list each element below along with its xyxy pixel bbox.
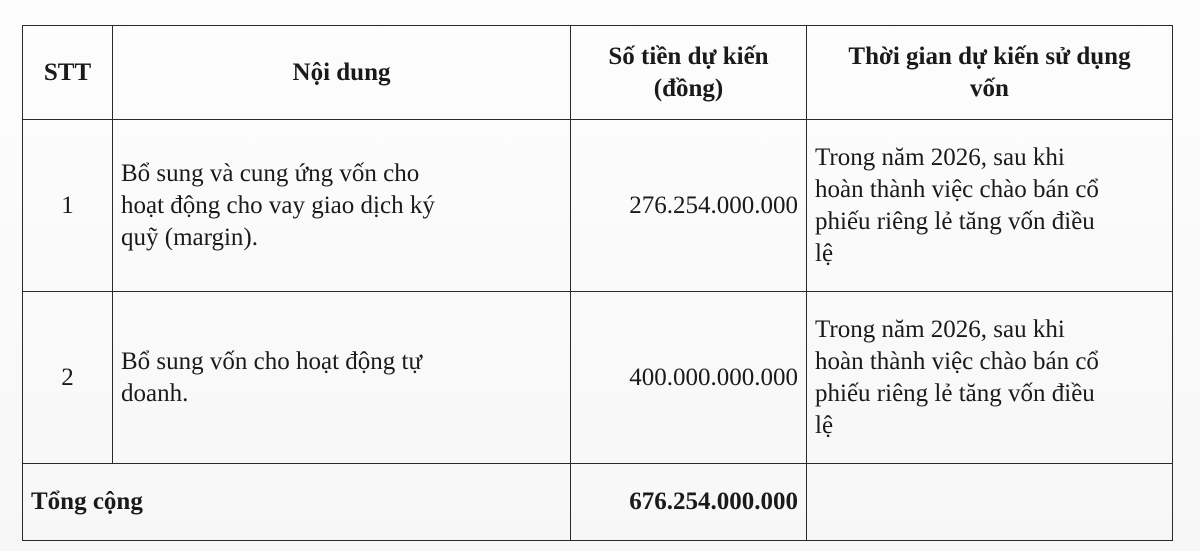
header-content: Nội dung (113, 26, 571, 120)
row-amount: 276.254.000.000 (571, 120, 807, 292)
row-time (807, 120, 1173, 292)
table-row (23, 292, 1173, 464)
row-content-line: quỹ (margin). (121, 223, 259, 251)
row-time-line: phiếu riêng lẻ tăng vốn điều (815, 379, 1095, 407)
total-time (807, 464, 1173, 541)
header-time (807, 26, 1173, 120)
row-content (113, 120, 571, 292)
row-time-line: lệ (815, 411, 834, 439)
header-time-line-1: Thời gian dự kiến sử dụng (848, 42, 1131, 70)
row-content-line: doanh. (121, 379, 189, 407)
row-time-line: lệ (815, 239, 834, 267)
capital-usage-table (22, 25, 1173, 541)
row-time-line: hoàn thành việc chào bán cổ (815, 175, 1099, 203)
table-total-row (23, 464, 1173, 541)
total-amount: 676.254.000.000 (571, 464, 807, 541)
header-time-line-2: vốn (970, 74, 1009, 102)
header-amount-line-2: (đồng) (653, 74, 724, 102)
row-time-line: Trong năm 2026, sau khi (815, 143, 1065, 171)
row-time-line: Trong năm 2026, sau khi (815, 315, 1065, 343)
row-time-line: phiếu riêng lẻ tăng vốn điều (815, 207, 1095, 235)
row-content-line: Bổ sung và cung ứng vốn cho (121, 159, 420, 187)
row-content-line: Bổ sung vốn cho hoạt động tự (121, 347, 423, 375)
header-amount (571, 26, 807, 120)
header-stt: STT (23, 26, 113, 120)
row-time (807, 292, 1173, 464)
row-time-line: hoàn thành việc chào bán cổ (815, 347, 1099, 375)
table-header-row (23, 26, 1173, 120)
row-content (113, 292, 571, 464)
row-stt: 1 (23, 120, 113, 292)
total-label: Tổng cộng (23, 464, 571, 541)
row-stt: 2 (23, 292, 113, 464)
table-row (23, 120, 1173, 292)
header-amount-line-1: Số tiền dự kiến (608, 42, 769, 70)
row-amount: 400.000.000.000 (571, 292, 807, 464)
row-content-line: hoạt động cho vay giao dịch ký (121, 191, 435, 219)
